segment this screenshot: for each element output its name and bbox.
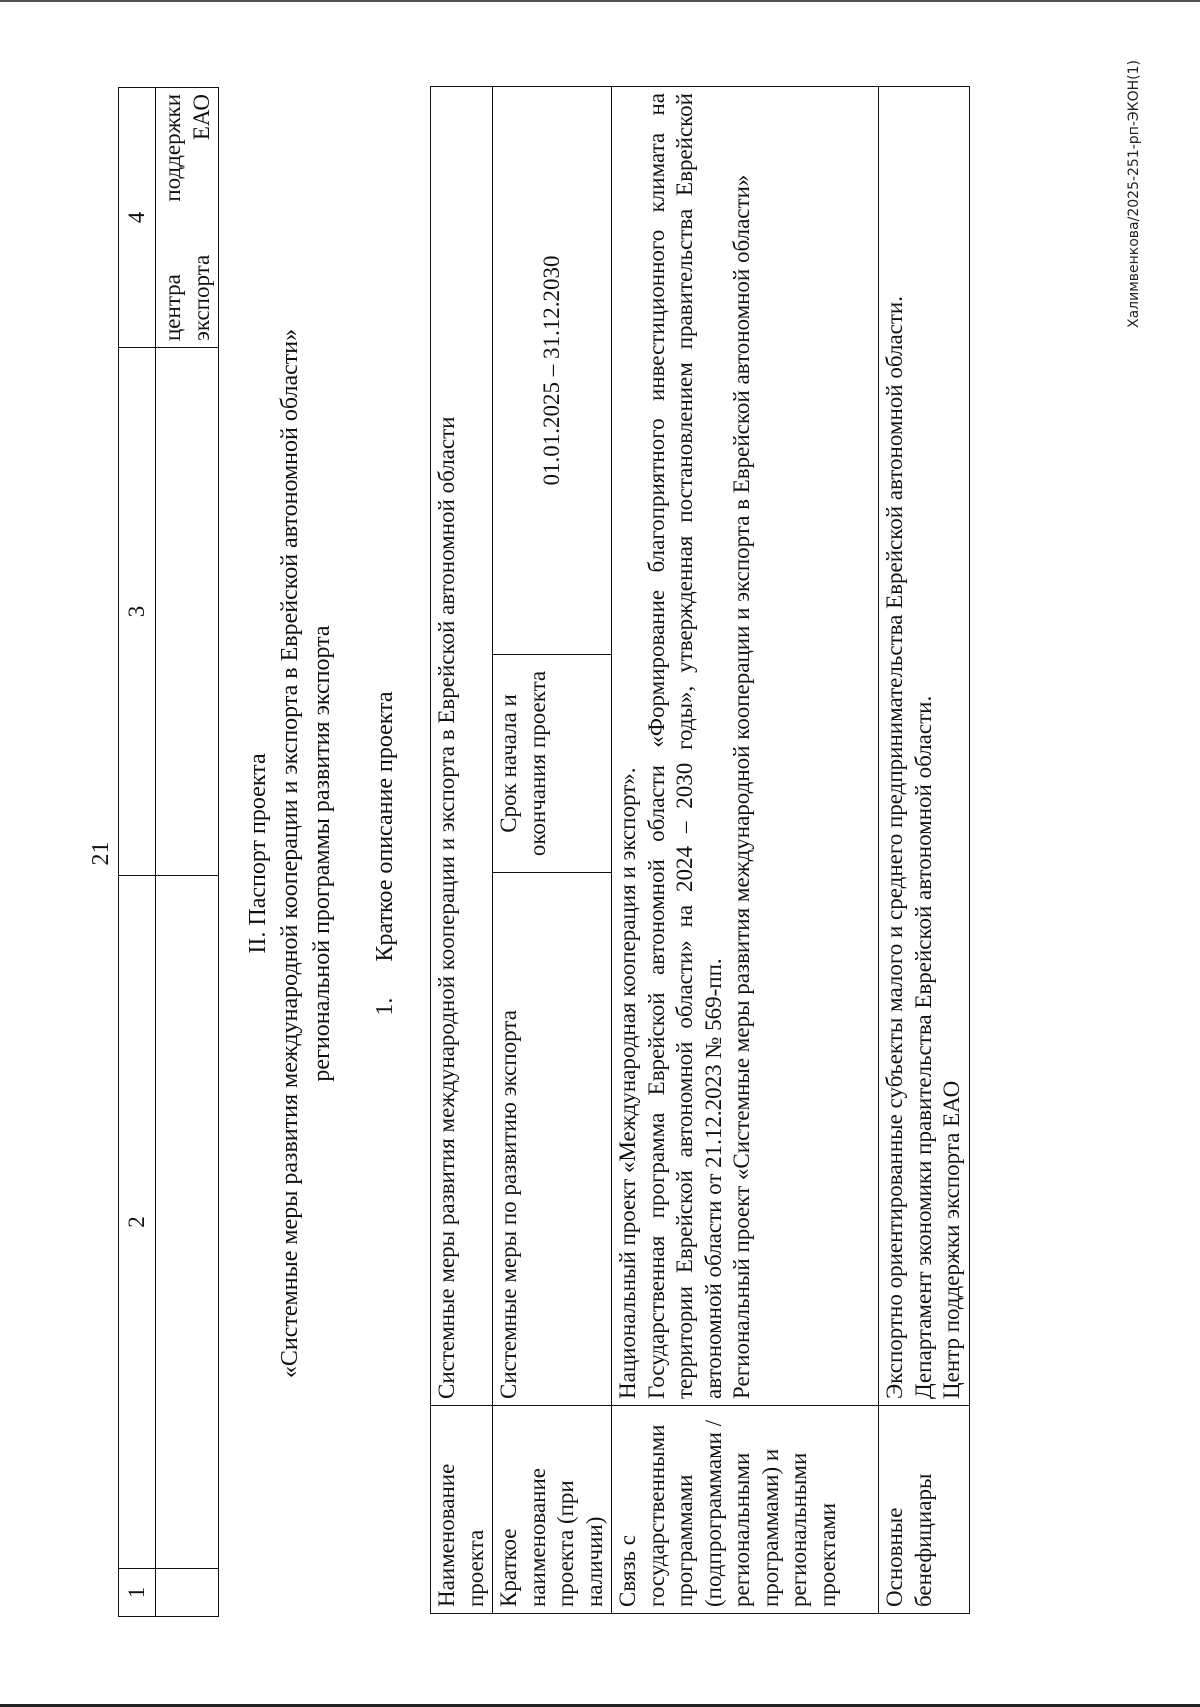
- col-header-4: 4: [119, 88, 156, 348]
- page-number: 21: [88, 841, 114, 866]
- beneficiary-item-3: Центр поддержки экспорта ЕАО: [939, 1080, 964, 1399]
- table-cell-3: [156, 348, 219, 876]
- section-title-line2: «Системные меры развития международной кооперации и экспорта в Еврейской автономной области»: [277, 328, 303, 1379]
- table-cell-2: [156, 876, 219, 1569]
- table-row: [493, 87, 612, 1614]
- term-value: 01.01.2025 – 31.12.2030: [493, 87, 612, 655]
- document-stamp: Халимвенкова/2025-251-рп-ЭКОН(1): [1126, 60, 1142, 329]
- col-header-3: 3: [119, 348, 156, 876]
- relation-value: [612, 87, 879, 1406]
- beneficiaries-value: [879, 87, 970, 1406]
- project-name-value: Системные меры развития международной кооперации и экспорта в Еврейской автономной области: [431, 87, 493, 1406]
- continuation-table: [118, 87, 219, 1617]
- section-title-line3: региональной программы развития экспорта: [309, 625, 335, 1082]
- relation-item-1: Национальный проект «Международная кооперация и экспорт».: [615, 767, 640, 1399]
- table-row: [431, 87, 493, 1614]
- subsection-number: 1.: [372, 997, 398, 1016]
- section-title-line1: II. Паспорт проекта: [245, 753, 271, 954]
- table-row: [156, 88, 219, 1617]
- relation-label: Связь с государственными программами (подпрограммами / региональными программами) и региональными проектами: [612, 1406, 879, 1614]
- relation-item-3: Региональный проект «Системные меры развития международной кооперации и экспорта в Еврейской автономной области»: [729, 174, 754, 1399]
- project-name-label: Наименование проекта: [431, 1406, 493, 1614]
- subsection-title: Краткое описание проекта: [372, 691, 398, 962]
- short-name-label: Краткое наименование проекта (при наличии): [493, 1406, 612, 1614]
- table-row: [612, 87, 879, 1614]
- project-passport-table: [430, 86, 970, 1614]
- table-header-row: [119, 88, 156, 1617]
- table-cell-4: центра поддержки экспорта ЕАО: [156, 88, 219, 348]
- section-title: [242, 0, 338, 1707]
- relation-item-2: Государственная программа Еврейской автономной области «Формирование благоприятного инвестиционного климата на территории Еврейской автономной области» на 2024 – 2030 годы», утвержденная постановлением правительства Еврейской автономной области от 21.12.2023 № 569-пп.: [643, 93, 726, 1399]
- term-label: Срок начала и окончания проекта: [493, 655, 612, 873]
- table-row: [879, 87, 970, 1614]
- col-header-2: 2: [119, 876, 156, 1569]
- table-cell-1: [156, 1569, 219, 1617]
- short-name-value: Системные меры по развитию экспорта: [493, 873, 612, 1406]
- col-header-1: 1: [119, 1569, 156, 1617]
- beneficiary-item-2: Департамент экономики правительства Еврейской автономной области.: [910, 695, 936, 1399]
- beneficiaries-label: Основные бенефициары: [879, 1406, 970, 1614]
- subsection-heading: [372, 0, 399, 1707]
- scan-edge-right: [0, 0, 1200, 2]
- beneficiary-item-1: Экспортно ориентированные субъекты малого и среднего предпринимательства Еврейской автономной области.: [882, 296, 907, 1399]
